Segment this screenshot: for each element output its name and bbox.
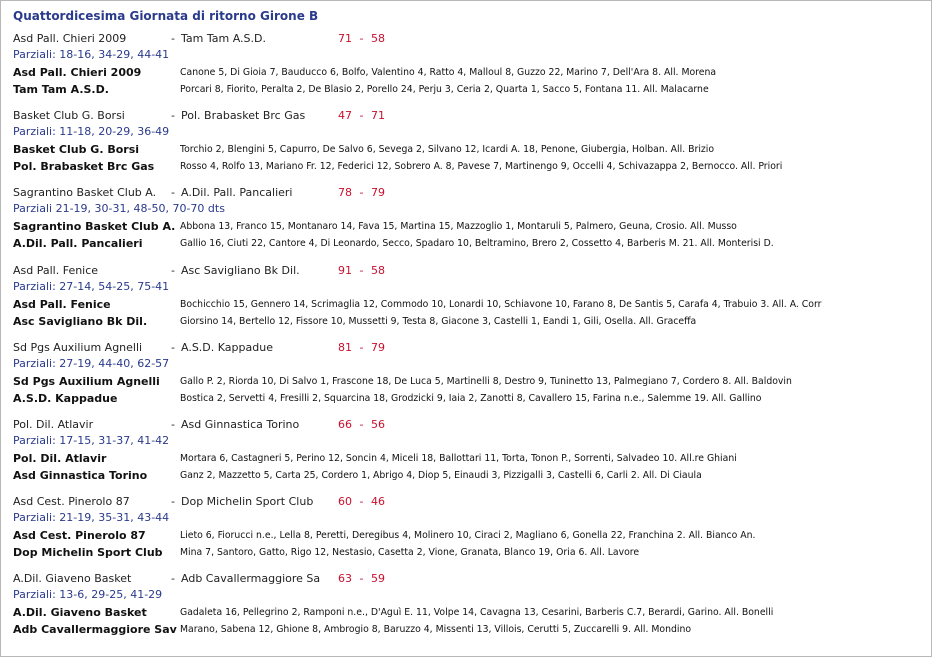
- vs-separator: -: [171, 109, 175, 122]
- away-roster-players: Mina 7, Santoro, Gatto, Rigo 12, Nestasio, Casetta 2, Vione, Granata, Blanco 19, Oria 6. All. Lavore: [180, 547, 640, 558]
- home-roster-players: Torchio 2, Blengini 5, Capurro, De Salvo 6, Sevega 2, Silvano 12, Icardi A. 18, Penone, Giubergia, Holban. All. Brizio: [180, 144, 715, 155]
- vs-separator: -: [171, 572, 175, 585]
- vs-separator: -: [171, 32, 175, 45]
- vs-separator: -: [171, 341, 175, 354]
- away-roster-row: [13, 392, 918, 406]
- away-team-name: Asc Savigliano Bk Dil.: [181, 264, 300, 277]
- home-team-name: Asd Pall. Chieri 2009: [13, 32, 127, 45]
- final-score: 66 - 56: [338, 418, 385, 431]
- home-roster-row: [13, 66, 918, 80]
- final-score: 78 - 79: [338, 186, 385, 199]
- away-roster-row: [13, 237, 918, 251]
- away-team-name: A.Dil. Pall. Pancalieri: [181, 186, 293, 199]
- away-team-name: Adb Cavallermaggiore Sa: [181, 572, 321, 585]
- away-roster-team: Asd Ginnastica Torino: [13, 469, 148, 482]
- away-roster-row: [13, 83, 918, 97]
- quarter-partials: Parziali: 27-19, 44-40, 62-57: [13, 357, 170, 370]
- final-score: 47 - 71: [338, 109, 385, 122]
- quarter-partials: Parziali 21-19, 30-31, 48-50, 70-70 dts: [13, 202, 225, 215]
- home-roster-players: Lieto 6, Fiorucci n.e., Lella 8, Peretti, Deregibus 4, Molinero 10, Ciraci 2, Magliano 6, Gonella 22, Franchina 2. All. Bianco An.: [180, 530, 756, 541]
- away-roster-players: Bostica 2, Servetti 4, Fresilli 2, Squarcina 18, Grodzicki 9, Iaia 2, Zanotti 8, Cavallero 15, Farina n.e., Salemme 19. All. Gallino: [180, 393, 762, 404]
- quarter-partials: Parziali: 13-6, 29-25, 41-29: [13, 588, 163, 601]
- home-team-name: Asd Cest. Pinerolo 87: [13, 495, 130, 508]
- quarter-partials: Parziali: 27-14, 54-25, 75-41: [13, 280, 170, 293]
- home-roster-team: Sagrantino Basket Club A.: [13, 220, 176, 233]
- match-header: [13, 572, 918, 586]
- home-roster-team: Sd Pgs Auxilium Agnelli: [13, 375, 160, 388]
- final-score: 60 - 46: [338, 495, 385, 508]
- home-team-name: A.Dil. Giaveno Basket: [13, 572, 132, 585]
- home-roster-team: Asd Cest. Pinerolo 87: [13, 529, 146, 542]
- home-team-name: Pol. Dil. Atlavir: [13, 418, 94, 431]
- home-roster-players: Canone 5, Di Gioia 7, Bauducco 6, Bolfo, Valentino 4, Ratto 4, Malloul 8, Guzzo 22, Marino 7, Dell'Ara 8. All. Morena: [180, 67, 717, 78]
- home-roster-players: Bochicchio 15, Gennero 14, Scrimaglia 12, Commodo 10, Lonardi 10, Schiavone 10, Farano 8, De Santis 5, Carafa 4, Trabuio 3. All. A. Corr: [180, 299, 822, 310]
- away-roster-row: [13, 469, 918, 483]
- home-team-name: Asd Pall. Fenice: [13, 264, 99, 277]
- away-team-name: A.S.D. Kappadue: [181, 341, 273, 354]
- quarter-partials: Parziali: 18-16, 34-29, 44-41: [13, 48, 170, 61]
- home-roster-players: Gadaleta 16, Pellegrino 2, Ramponi n.e., D'Aguì E. 11, Volpe 14, Cavagna 13, Cesarini, Barberis C.7, Berardi, Garino. All. Bonelli: [180, 607, 774, 618]
- home-roster-players: Mortara 6, Castagneri 5, Perino 12, Soncin 4, Miceli 18, Ballottari 11, Torta, Tonon P., Sorrenti, Salvadeo 10. All.re Ghiani: [180, 453, 737, 464]
- vs-separator: -: [171, 264, 175, 277]
- away-roster-players: Giorsino 14, Bertello 12, Fissore 10, Mussetti 9, Testa 8, Giacone 3, Castelli 1, Eandi 1, Gili, Osella. All. Graceffa: [180, 316, 697, 327]
- home-roster-row: [13, 375, 918, 389]
- away-roster-team: Dop Michelin Sport Club: [13, 546, 163, 559]
- away-roster-row: [13, 160, 918, 174]
- away-roster-players: Rosso 4, Rolfo 13, Mariano Fr. 12, Federici 12, Sobrero A. 8, Pavese 7, Martinengo 9, Occelli 4, Schivazappa 2, Bernocco. All. Priori: [180, 161, 783, 172]
- match-header: [13, 109, 918, 123]
- home-roster-team: Pol. Dil. Atlavir: [13, 452, 107, 465]
- away-roster-team: A.S.D. Kappadue: [13, 392, 118, 405]
- home-roster-team: Basket Club G. Borsi: [13, 143, 140, 156]
- away-roster-team: Asc Savigliano Bk Dil.: [13, 315, 148, 328]
- away-roster-players: Ganz 2, Mazzetto 5, Carta 25, Cordero 1, Abrigo 4, Diop 5, Einaudi 3, Pizzigalli 3, Castelli 6, Carli 2. All. Di Ciaula: [180, 470, 702, 481]
- final-score: 91 - 58: [338, 264, 385, 277]
- match-header: [13, 264, 918, 278]
- final-score: 81 - 79: [338, 341, 385, 354]
- vs-separator: -: [171, 495, 175, 508]
- match-header: [13, 418, 918, 432]
- quarter-partials: Parziali: 11-18, 20-29, 36-49: [13, 125, 170, 138]
- away-roster-team: Adb Cavallermaggiore Sav: [13, 623, 177, 636]
- match-header: [13, 341, 918, 355]
- vs-separator: -: [171, 186, 175, 199]
- home-roster-row: [13, 298, 918, 312]
- match-header: [13, 186, 918, 200]
- home-team-name: Basket Club G. Borsi: [13, 109, 125, 122]
- home-team-name: Sagrantino Basket Club A.: [13, 186, 157, 199]
- home-roster-row: [13, 143, 918, 157]
- away-roster-row: [13, 546, 918, 560]
- away-roster-row: [13, 315, 918, 329]
- match-header: [13, 495, 918, 509]
- home-roster-team: A.Dil. Giaveno Basket: [13, 606, 147, 619]
- away-team-name: Asd Ginnastica Torino: [181, 418, 300, 431]
- home-roster-team: Asd Pall. Chieri 2009: [13, 66, 142, 79]
- page-title: Quattordicesima Giornata di ritorno Girone B: [13, 9, 319, 23]
- final-score: 63 - 59: [338, 572, 385, 585]
- away-team-name: Tam Tam A.S.D.: [181, 32, 266, 45]
- quarter-partials: Parziali: 17-15, 31-37, 41-42: [13, 434, 170, 447]
- home-team-name: Sd Pgs Auxilium Agnelli: [13, 341, 143, 354]
- away-roster-team: Pol. Brabasket Brc Gas: [13, 160, 155, 173]
- away-roster-team: A.Dil. Pall. Pancalieri: [13, 237, 143, 250]
- home-roster-team: Asd Pall. Fenice: [13, 298, 111, 311]
- away-team-name: Dop Michelin Sport Club: [181, 495, 314, 508]
- match-header: [13, 32, 918, 46]
- final-score: 71 - 58: [338, 32, 385, 45]
- quarter-partials: Parziali: 21-19, 35-31, 43-44: [13, 511, 170, 524]
- home-roster-players: Gallo P. 2, Riorda 10, Di Salvo 1, Frascone 18, De Luca 5, Martinelli 8, Destro 9, Tuninetto 13, Palmegiano 7, Cordero 8. All. Baldovin: [180, 376, 792, 387]
- vs-separator: -: [171, 418, 175, 431]
- home-roster-row: [13, 606, 918, 620]
- home-roster-row: [13, 452, 918, 466]
- away-roster-team: Tam Tam A.S.D.: [13, 83, 109, 96]
- away-team-name: Pol. Brabasket Brc Gas: [181, 109, 306, 122]
- home-roster-row: [13, 529, 918, 543]
- away-roster-players: Gallio 16, Ciuti 22, Cantore 4, Di Leonardo, Secco, Spadaro 10, Beltramino, Brero 2, Cossetto 4, Barberis M. 21. All. Monterisi D.: [180, 238, 774, 249]
- away-roster-players: Marano, Sabena 12, Ghione 8, Ambrogio 8, Baruzzo 4, Missenti 13, Villois, Cerutti 5, Zuccarelli 9. All. Mondino: [180, 624, 692, 635]
- home-roster-players: Abbona 13, Franco 15, Montanaro 14, Fava 15, Martina 15, Mazzoglio 1, Montaruli 5, Palmero, Geuna, Crosio. All. Musso: [180, 221, 737, 232]
- home-roster-row: [13, 220, 918, 234]
- away-roster-row: [13, 623, 918, 637]
- away-roster-players: Porcari 8, Fiorito, Peralta 2, De Blasio 2, Porello 24, Perju 3, Ceria 2, Quarta 1, Sacco 5, Fontana 11. All. Malacarne: [180, 84, 709, 95]
